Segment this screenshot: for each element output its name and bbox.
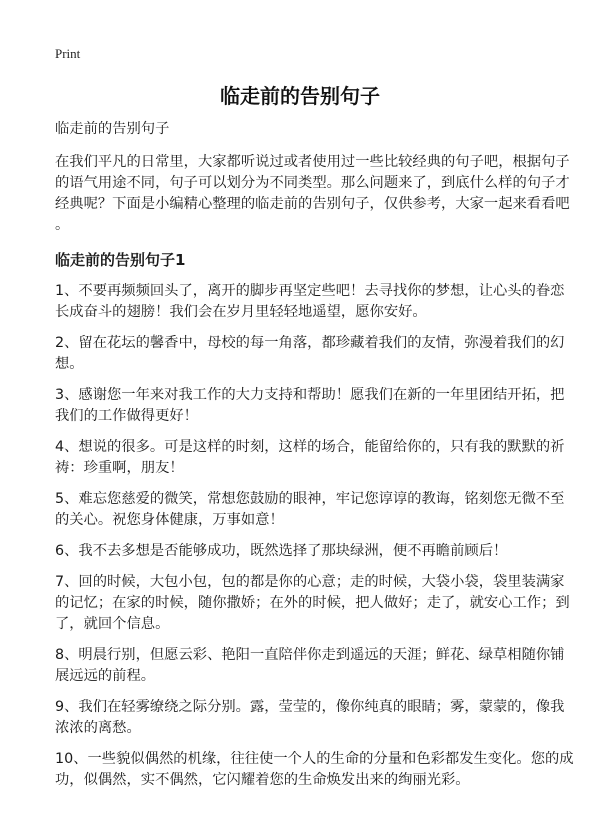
section-heading: 临走前的告别句子1: [55, 251, 186, 269]
sentence-line: 2、留在花坛的馨香中，母校的每一角落，都珍藏着我们的友情，弥漫着我们的幻: [55, 335, 565, 351]
document-body: [55, 119, 574, 801]
intro-line: 的语气用途不同，句子可以划分为不同类型。那么问题来了，到底什么样的句子才: [55, 175, 570, 191]
sentence-item: [55, 281, 565, 323]
print-link[interactable]: Print: [55, 46, 81, 61]
intro-line: 。: [55, 217, 70, 233]
sentence-item: [55, 697, 565, 739]
document-subtitle: 临走前的告别句子: [55, 121, 170, 137]
sentence-line: 祷：珍重啊，朋友！: [55, 460, 184, 476]
sentence-line: 的记忆；在家的时候，随你撒娇；在外的时候，把人做好；走了，就安心工作；到: [55, 595, 570, 611]
sentence-item: [55, 385, 565, 427]
sentence-line: 5、难忘您慈爱的微笑，常想您鼓励的眼神，牢记您谆谆的教诲，铭刻您无微不至: [55, 491, 565, 507]
sentence-item: [55, 437, 565, 479]
sentence-item: [55, 489, 565, 531]
sentence-line: 我们的工作做得更好！: [55, 408, 198, 424]
sentence-line: 1、不要再频频回头了，离开的脚步再坚定些吧！去寻找你的梦想，让心头的眷恋: [55, 283, 565, 299]
sentence-line: 的关心。祝您身体健康，万事如意！: [55, 512, 284, 528]
sentence-line: 了，就回个信息。: [55, 616, 170, 632]
sentence-line: 9、我们在轻雾缭绕之际分别。露，莹莹的，像你纯真的眼睛；雾，蒙蒙的，像我: [55, 699, 565, 715]
sentence-line: 10、一些貌似偶然的机缘，往往使一个人的生命的分量和色彩都发生变化。您的成: [55, 751, 574, 767]
sentence-line: 长成奋斗的翅膀！我们会在岁月里轻轻地遥望，愿你安好。: [55, 304, 427, 320]
intro-line: 经典呢？下面是小编精心整理的临走前的告别句子，仅供参考，大家一起来看看吧: [55, 196, 570, 212]
sentence-line: 7、回的时候，大包小包，包的都是你的心意；走的时候，大袋小袋，袋里装满家: [55, 574, 565, 590]
sentence-line: 展远远的前程。: [55, 668, 156, 684]
page-title: 临走前的告别句子: [220, 84, 380, 108]
sentence-line: 浓浓的离愁。: [55, 720, 141, 736]
sentence-item: [55, 541, 555, 562]
intro-paragraph: [55, 152, 570, 236]
sentence-line: 功，似偶然，实不偶然，它闪耀着您的生命焕发出来的绚丽光彩。: [55, 772, 470, 788]
sentence-line: 8、明晨行别，但愿云彩、艳阳一直陪伴你走到遥远的天涯；鲜花、绿草相随你铺: [55, 647, 565, 663]
sentence-item: [55, 749, 574, 791]
sentence-item: [55, 333, 565, 375]
sentence-list: [55, 281, 574, 791]
sentence-item: [55, 645, 565, 687]
sentence-line: 3、感谢您一年来对我工作的大力支持和帮助！愿我们在新的一年里团结开拓，把: [55, 387, 565, 403]
sentence-line: 4、想说的很多。可是这样的时刻，这样的场合，能留给你的，只有我的默默的祈: [55, 439, 565, 455]
intro-line: 在我们平凡的日常里，大家都听说过或者使用过一些比较经典的句子吧，根据句子: [55, 154, 570, 170]
sentence-item: [55, 572, 570, 635]
sentence-line: 想。: [55, 356, 84, 372]
sentence-line: 6、我不去多想是否能够成功，既然选择了那块绿洲，便不再瞻前顾后！: [55, 543, 508, 559]
